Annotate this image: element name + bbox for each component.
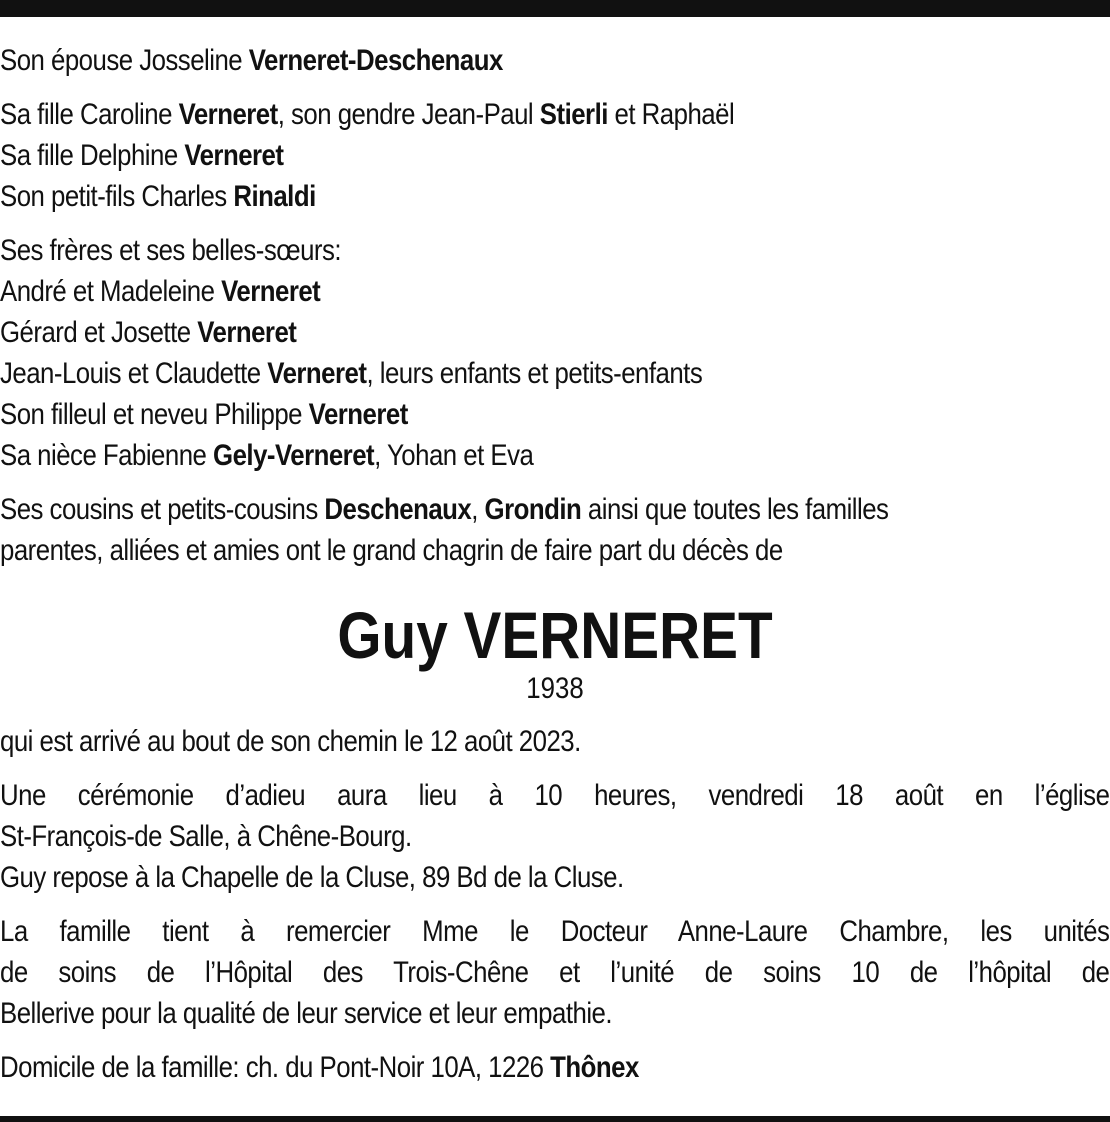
sibling-text: André et Madeleine: [0, 275, 222, 308]
niece-line: [0, 435, 1109, 476]
niece-text: , Yohan et Eva: [374, 439, 534, 472]
cousins-line: [0, 489, 1109, 530]
niece-surname: Gely-Verneret: [213, 439, 375, 472]
son-in-law-surname: Stierli: [539, 98, 608, 131]
ceremony-line: St-François-de Salle, à Chêne-Bourg.: [0, 820, 412, 853]
thanks-line: Bellerive pour la qualité de leur service et leur empathie.: [0, 997, 613, 1030]
child-surname: Verneret: [184, 139, 284, 172]
child-line: [0, 94, 1109, 135]
spouse-text: Son épouse Josseline: [0, 44, 249, 77]
deceased-block: [0, 599, 1110, 707]
obituary-notice: [0, 40, 1110, 1088]
niece-text: Sa nièce Fabienne: [0, 439, 214, 472]
sibling-surname: Verneret: [267, 357, 367, 390]
nephew-line: [0, 394, 1109, 435]
sibling-text: Jean-Louis et Claudette: [0, 357, 268, 390]
family-address: [0, 1047, 1109, 1088]
cousins-surname: Grondin: [484, 493, 582, 526]
cousins-text: ,: [471, 493, 485, 526]
grandchild-text: Son petit-fils Charles: [0, 180, 234, 213]
siblings-heading: Ses frères et ses belles-sœurs:: [0, 234, 342, 267]
address-text: Domicile de la famille: ch. du Pont-Noir 10A, 1226: [0, 1051, 551, 1084]
address-city: Thônex: [550, 1051, 639, 1084]
bottom-rule: [0, 1116, 1110, 1122]
sibling-line: [0, 353, 1109, 394]
child-line: [0, 135, 1109, 176]
sibling-text: , leurs enfants et petits-enfants: [366, 357, 703, 390]
child-text: , son gendre Jean-Paul: [277, 98, 540, 131]
sibling-surname: Verneret: [197, 316, 297, 349]
sibling-text: Gérard et Josette: [0, 316, 198, 349]
rest-place-line: Guy repose à la Chapelle de la Cluse, 89 Bd de la Cluse.: [0, 861, 624, 894]
sibling-line: [0, 312, 1109, 353]
child-text: Sa fille Delphine: [0, 139, 185, 172]
spouse-line: [0, 40, 1109, 81]
cousins-text: Ses cousins et petits-cousins: [0, 493, 325, 526]
deceased-name: Guy VERNERET: [337, 598, 773, 672]
grandchild-line: [0, 176, 1109, 217]
grandchild-surname: Rinaldi: [233, 180, 316, 213]
birth-year: 1938: [526, 672, 584, 705]
spouse-surname: Verneret-Deschenaux: [248, 44, 503, 77]
nephew-text: Son filleul et neveu Philippe: [0, 398, 309, 431]
cousins-surname: Deschenaux: [324, 493, 472, 526]
sibling-surname: Verneret: [221, 275, 321, 308]
cousins-text: ainsi que toutes les familles: [581, 493, 889, 526]
thanks-line: La famille tient à remercier Mme le Docteur Anne-Laure Chambre, les unités: [0, 915, 1110, 948]
child-surname: Verneret: [178, 98, 278, 131]
top-rule: [0, 0, 1110, 17]
ceremony-line: Une cérémonie d’adieu aura lieu à 10 heures, vendredi 18 août en l’église: [0, 779, 1110, 812]
child-text: Sa fille Caroline: [0, 98, 179, 131]
announcement-intro: parentes, alliées et amies ont le grand chagrin de faire part du décès de: [0, 534, 783, 567]
death-date-line: qui est arrivé au bout de son chemin le 12 août 2023.: [0, 725, 581, 758]
thanks-line: de soins de l’Hôpital des Trois-Chêne et l’unité de soins 10 de l’hôpital de: [0, 956, 1110, 989]
sibling-line: [0, 271, 1109, 312]
nephew-surname: Verneret: [308, 398, 408, 431]
child-text: et Raphaël: [607, 98, 735, 131]
